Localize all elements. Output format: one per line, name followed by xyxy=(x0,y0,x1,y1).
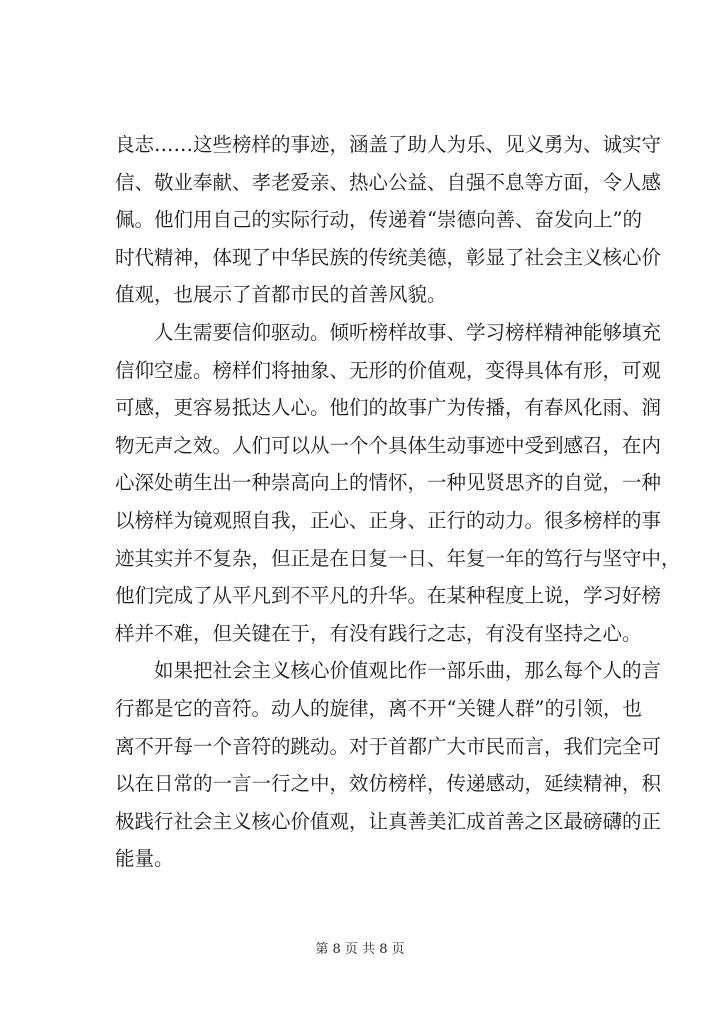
text-line: 迹其实并不复杂，但正是在日复一日、年复一年的笃行与坚守中， xyxy=(115,546,681,570)
text-line: 行都是它的音符。动人的旋律，离不开“关键人群”的引领，也 xyxy=(115,696,642,720)
text-line: 样并不难，但关键在于，有没有践行之志，有没有坚持之心。 xyxy=(115,621,642,645)
text-line: 以榜样为镜观照自我，正心、正身、正行的动力。很多榜样的事 xyxy=(115,508,662,532)
page-number: 第 8 页 共 8 页 xyxy=(315,942,405,957)
text-line: 信、敬业奉献、孝老爱亲、热心公益、自强不息等方面，令人感 xyxy=(115,170,662,194)
text-line: 时代精神，体现了中华民族的传统美德，彰显了社会主义核心价 xyxy=(115,245,662,269)
text-line: 以在日常的一言一行之中，效仿榜样，传递感动，延续精神，积 xyxy=(115,772,662,796)
text-line: 能量。 xyxy=(115,847,174,871)
text-line: 良志……这些榜样的事迹，涵盖了助人为乐、见义勇为、诚实守 xyxy=(115,133,662,156)
text-line: 信仰空虚。榜样们将抽象、无形的价值观，变得具体有形，可观 xyxy=(115,358,662,382)
text-line: 心深处萌生出一种崇高向上的情怀，一种见贤思齐的自觉，一种 xyxy=(115,471,662,495)
text-line: 如果把社会主义核心价值观比作一部乐曲，那么每个人的言 xyxy=(115,659,662,683)
text-line: 值观，也展示了首都市民的首善风貌。 xyxy=(115,283,447,307)
text-line: 可感，更容易抵达人心。他们的故事广为传播，有春风化雨、润 xyxy=(115,396,662,420)
text-line: 人生需要信仰驱动。倾听榜样故事、学习榜样精神能够填充 xyxy=(115,320,662,344)
text-line: 物无声之效。人们可以从一个个具体生动事迹中受到感召，在内 xyxy=(115,433,662,457)
document-body xyxy=(115,126,681,878)
text-line: 他们完成了从平凡到不平凡的升华。在某种程度上说，学习好榜 xyxy=(115,584,662,608)
text-line: 离不开每一个音符的跳动。对于首都广大市民而言，我们完全可 xyxy=(115,734,662,758)
text-line: 极践行社会主义核心价值观，让真善美汇成首善之区最磅礴的正 xyxy=(115,809,662,833)
text-line: 佩。他们用自己的实际行动，传递着“崇德向善、奋发向上”的 xyxy=(115,208,642,232)
